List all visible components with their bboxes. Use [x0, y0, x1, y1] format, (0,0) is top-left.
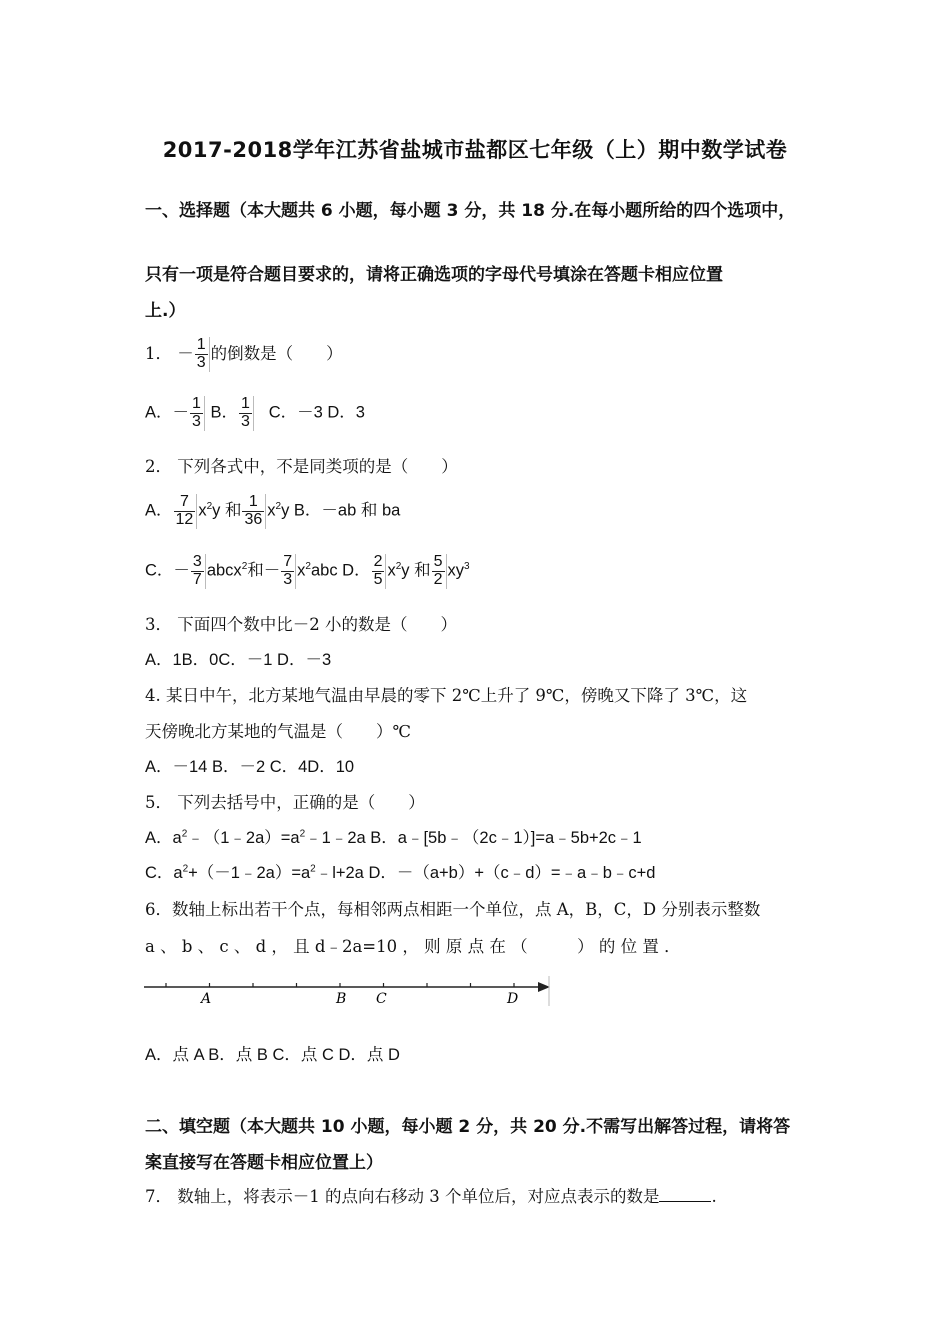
q5-c-sup2: 2: [310, 863, 316, 875]
q7-text: 7． 数轴上，将表示－1 的点向右移动 3 个单位后，对应点表示的数是: [145, 1187, 660, 1206]
q7-answer-blank[interactable]: [659, 1187, 711, 1202]
question-2-options-ab: [145, 494, 400, 529]
section1-header-line3: 上.）: [145, 301, 186, 321]
q1-opt-a-num: 1: [192, 395, 201, 412]
q2-a1-den: 12: [175, 510, 194, 528]
question-1: [145, 337, 343, 372]
q2-c1-mid: 和－: [247, 561, 281, 580]
q1-minus: －: [177, 343, 194, 363]
q1-opt-b-den: 3: [241, 412, 250, 430]
q1-opt-b-num: 1: [241, 395, 250, 412]
point-label-c: C: [376, 991, 387, 1007]
question-3: 3． 下面四个数中比－2 小的数是（ ）: [145, 615, 457, 634]
question-6-options: A．点 A B．点 B C．点 C D．点 D: [145, 1046, 400, 1064]
q2-d1-sup: 2: [395, 561, 402, 573]
question-5-options-cd: [145, 859, 655, 883]
q2-c2-var: x: [297, 561, 306, 580]
q1-option-a-fraction: [190, 396, 205, 431]
q1-frac-num: 1: [196, 336, 206, 353]
q5-c-pre: C．a: [145, 864, 183, 882]
q2-d2-num: 5: [433, 553, 443, 570]
q2-c2-den: 3: [283, 570, 293, 588]
q5-c-sup1: 2: [182, 863, 189, 875]
q2-a2-sup: 2: [275, 501, 282, 513]
q5-a-sup1: 2: [181, 828, 188, 840]
q2-c1-den: 7: [192, 570, 202, 588]
question-7: [145, 1183, 717, 1207]
number-line-arrow-icon: [538, 982, 550, 992]
q2-a2-var: x: [267, 501, 276, 520]
q2-c1-fraction: [191, 554, 206, 589]
q2-c1-var: abcx: [206, 561, 242, 580]
question-3-options: A．1B．0C．－1 D．－3: [145, 651, 332, 669]
q2-a1-num: 7: [179, 493, 189, 510]
q2-a1-fraction: [174, 494, 198, 529]
q2-c1-num: 3: [192, 553, 202, 570]
question-6-line2: a 、 b 、 c 、 d ， 且 d﹣2a=10 ， 则 原 点 在 （ ） 的 位 置 ．: [145, 937, 681, 956]
q2-d2-var: xy: [447, 561, 465, 580]
q1-number: 1．: [145, 343, 172, 363]
question-4-line1: 4. 某日中午，北方某地气温由早晨的零下 2℃上升了 9℃，傍晚又下降了 3℃，这: [145, 686, 748, 705]
point-label-d: D: [507, 991, 519, 1007]
question-2: 2． 下列各式中，不是同类项的是（ ）: [145, 457, 458, 476]
q1-options-cd: C．－3 D．3: [268, 403, 365, 422]
point-label-b: B: [336, 991, 347, 1007]
q5-c-tail: ﹣l+2a D．－（a+b）+（c﹣d）=﹣a﹣b﹣c+d: [315, 864, 656, 882]
q2-d1-var: x: [387, 561, 396, 580]
q2-d1-fraction: [372, 554, 387, 589]
q1-text: 的倒数是（ ）: [210, 343, 343, 363]
q2-option-a-label: A．: [145, 501, 173, 520]
q2-c2-tail: abc D．: [310, 561, 371, 580]
q2-c1-sup: 2: [241, 561, 248, 573]
q5-a-mid: ﹣（1﹣2a）=a: [187, 829, 300, 847]
question-6-line1: 6．数轴上标出若干个点，每相邻两点相距一个单位，点 A，B，C，D 分别表示整数: [145, 900, 761, 919]
q2-c2-num: 7: [283, 553, 293, 570]
section2-header-line1: 二、填空题（本大题共 10 小题，每小题 2 分，共 20 分.不需写出解答过程，请将答: [145, 1117, 791, 1137]
q2-d2-sup: 3: [464, 561, 470, 573]
q2-d2-fraction: [432, 554, 447, 589]
q1-option-b-fraction: [239, 396, 254, 431]
q2-a2-tail: y B．－ab 和 ba: [281, 501, 401, 520]
question-1-options: [145, 396, 365, 431]
q1-opt-a-den: 3: [192, 412, 201, 430]
point-label-a: A: [201, 991, 212, 1007]
q5-a-sup2: 2: [299, 828, 306, 840]
number-line-figure: [140, 972, 560, 1012]
q2-a1-sup: 2: [206, 501, 213, 513]
q5-a-pre: A．a: [145, 829, 182, 847]
q1-option-b-label: B．: [210, 403, 239, 422]
q2-a1-tail: y 和: [212, 501, 242, 520]
q2-c2-sup: 2: [305, 561, 311, 573]
page-title: 2017-2018学年江苏省盐城市盐都区七年级（上）期中数学试卷: [162, 138, 788, 162]
q1-option-a-label: A．－: [145, 403, 190, 422]
q2-a1-var: x: [198, 501, 207, 520]
section1-header-line1: 一、选择题（本大题共 6 小题，每小题 3 分，共 18 分.在每小题所给的四个选项中，: [145, 201, 796, 221]
q2-d1-num: 2: [373, 553, 383, 570]
q5-a-tail: ﹣1﹣2a B．a﹣[5b﹣（2c﹣1）]=a﹣5b+2c﹣1: [305, 829, 642, 847]
q2-option-c-label: C．－: [145, 561, 190, 580]
section2-header-line2: 案直接写在答题卡相应位置上）: [145, 1153, 383, 1173]
q5-c-mid: +（－1﹣2a）=a: [188, 864, 311, 882]
q2-c2-fraction: [281, 554, 296, 589]
question-4-options: A．－14 B．－2 C．4D．10: [145, 758, 355, 776]
question-5: 5． 下列去括号中，正确的是（ ）: [145, 793, 425, 812]
q2-d2-den: 2: [433, 570, 443, 588]
question-5-options-ab: [145, 824, 642, 848]
q2-d1-mid: y 和: [401, 561, 431, 580]
q1-frac-den: 3: [196, 353, 206, 371]
q2-d1-den: 5: [373, 570, 383, 588]
question-2-options-cd: [145, 554, 470, 589]
q2-a2-num: 1: [248, 493, 258, 510]
q2-a2-fraction: [242, 494, 266, 529]
section1-header-line2: 只有一项是符合题目要求的，请将正确选项的字母代号填涂在答题卡相应位置: [145, 265, 723, 285]
q1-fraction: [195, 337, 210, 372]
question-4-line2: 天傍晚北方某地的气温是（ ）℃: [145, 722, 411, 741]
q7-end: .: [711, 1187, 717, 1206]
q2-a2-den: 36: [244, 510, 263, 528]
